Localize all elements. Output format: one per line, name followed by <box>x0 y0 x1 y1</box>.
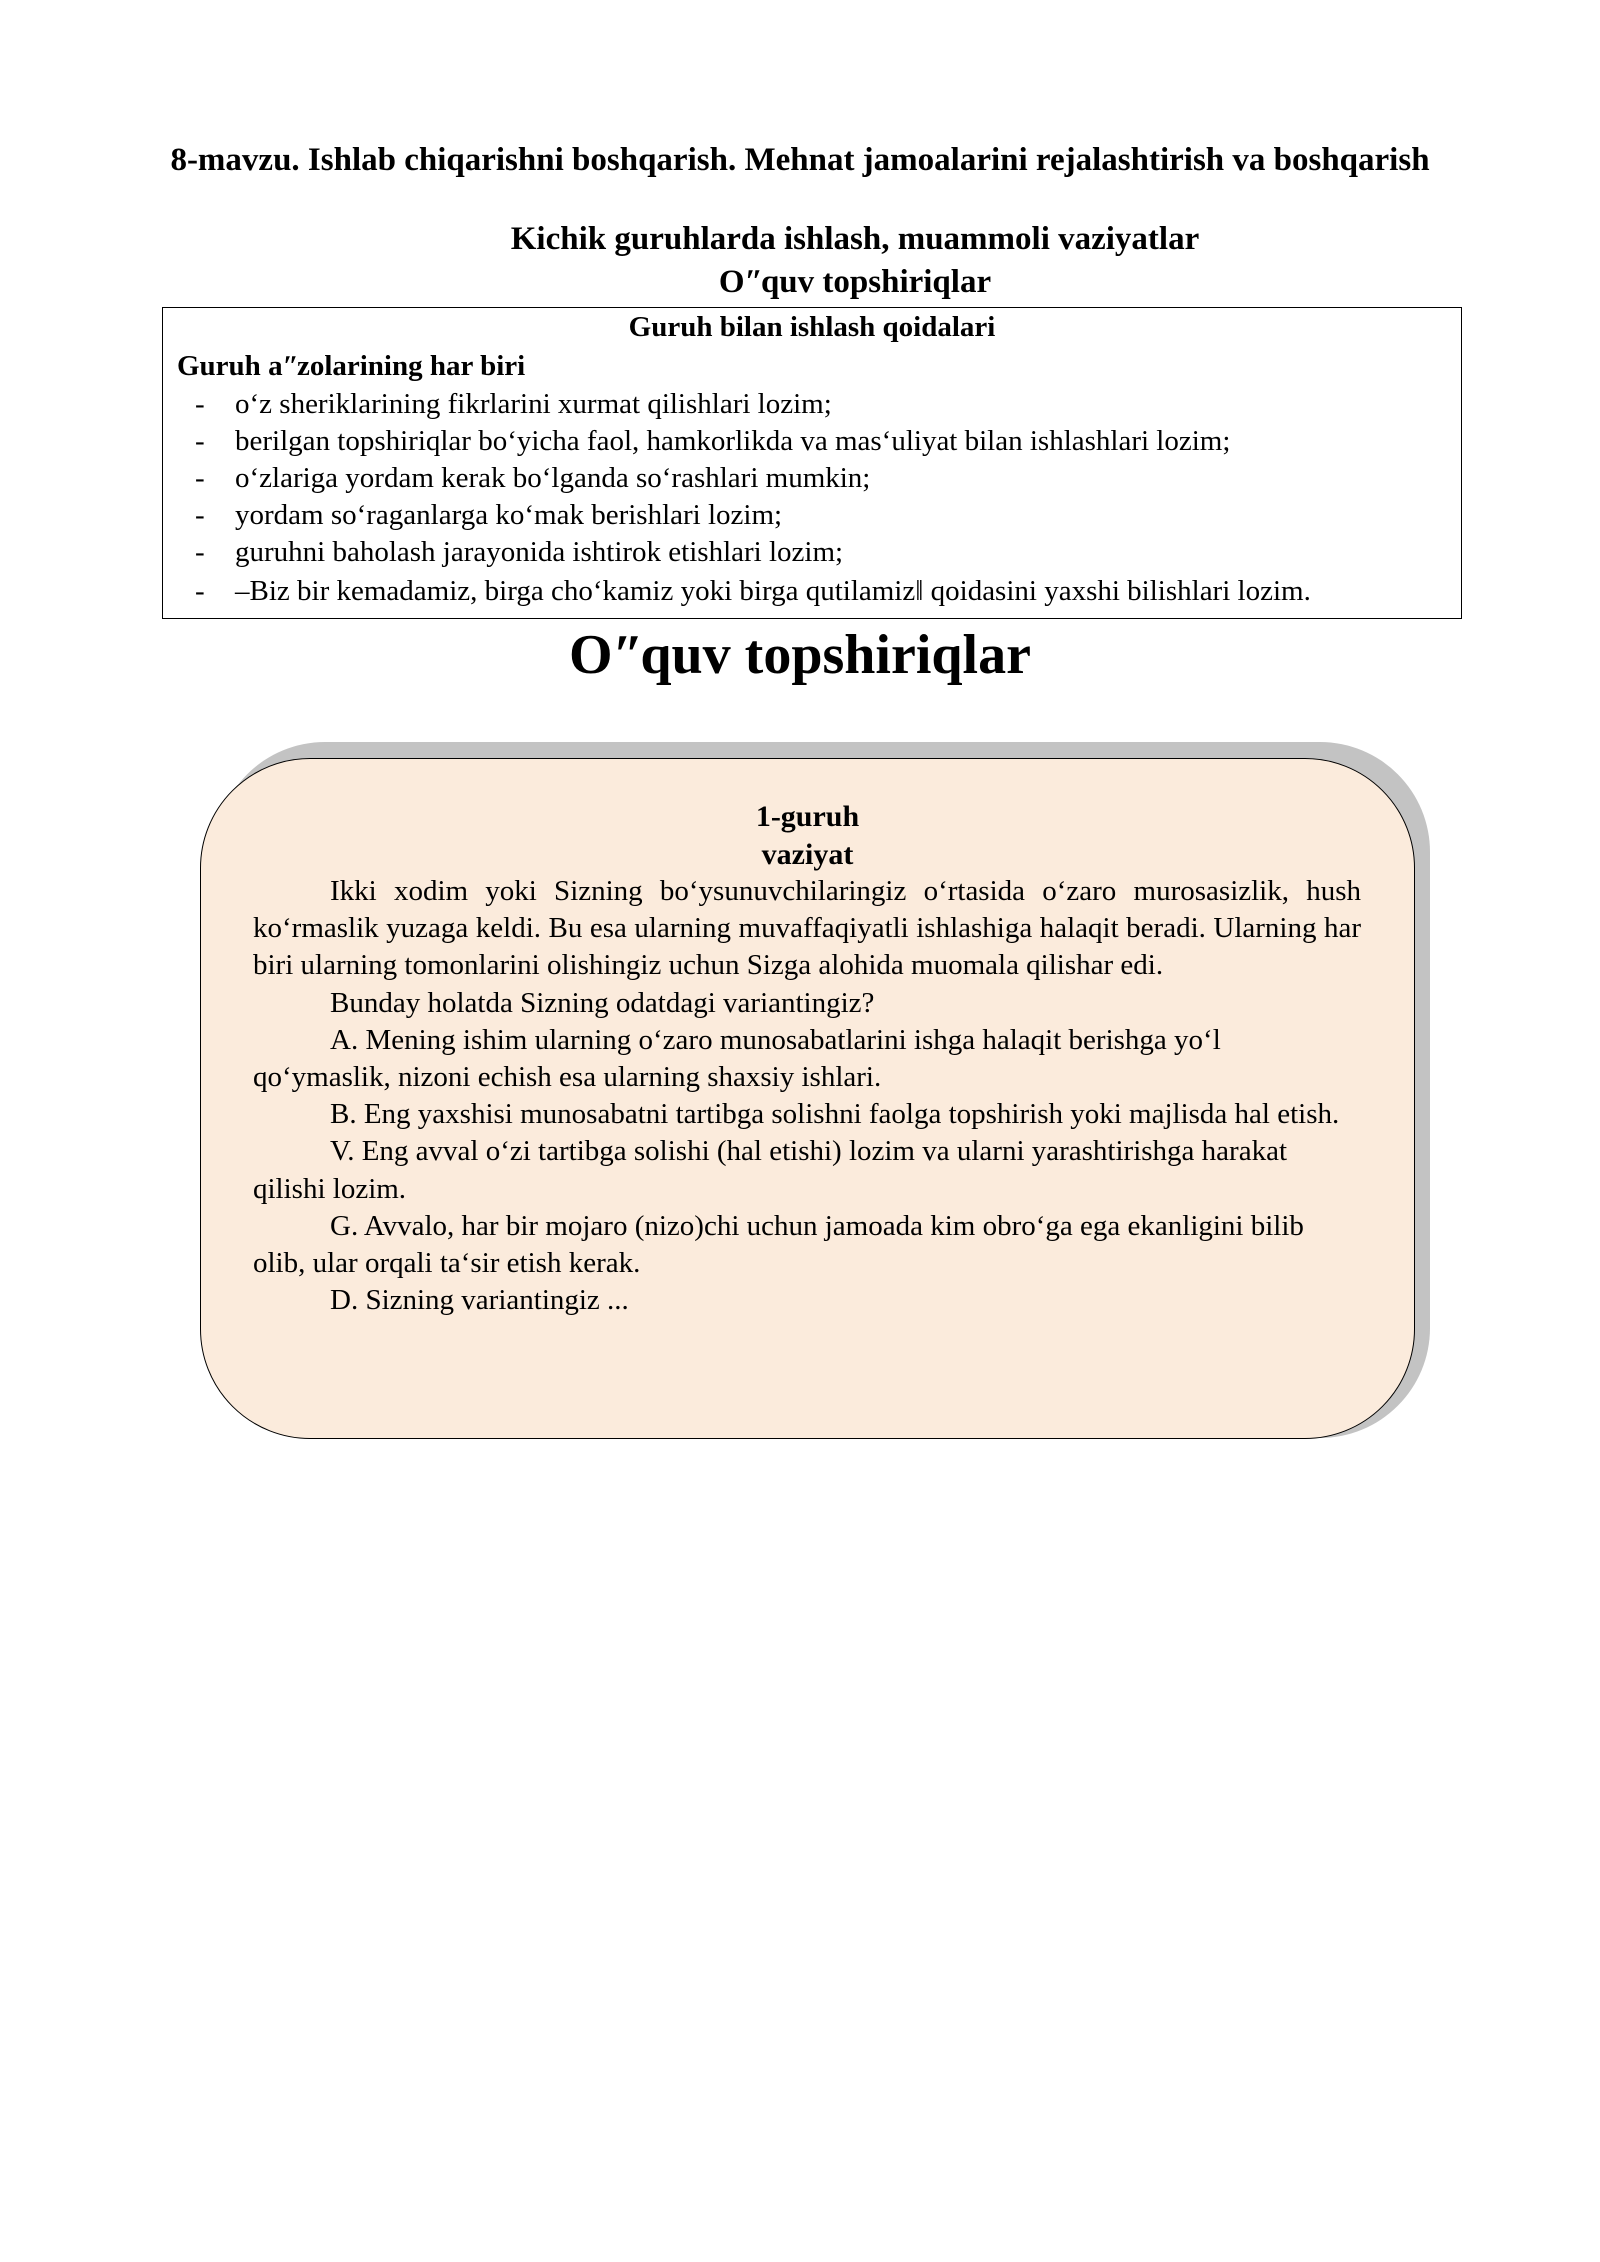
case-body <box>253 873 1361 1319</box>
rule-text: –Biz bir kemadamiz, birga cho‘kamiz yoki birga qutilamiz‖ qoidasini yaxshi bilishlari lozim. <box>235 575 1311 607</box>
bullet-dash: - <box>195 388 205 420</box>
bullet-dash: - <box>195 575 205 607</box>
list-item <box>163 534 1311 571</box>
case-paragraph: Ikki xodim yoki Sizning bo‘ysunuvchilaringiz o‘rtasida o‘zaro murosasizlik, hush ko‘rmaslik yuzaga keldi. Bu esa ularning muvaffaqiyatli ishlashiga halaqit beradi. Ularning har biri ularning tomonlarini olishingiz uchun Sizga alohida muomala qilishar edi. <box>253 875 1361 982</box>
case-situation-label: vaziyat <box>761 838 854 871</box>
subtitle-learning-tasks: Oʺquv topshiriqlar <box>718 264 992 300</box>
case-card <box>200 758 1415 1439</box>
list-item <box>163 423 1311 460</box>
page-title: 8-mavzu. Ishlab chiqarishni boshqarish. Mehnat jamoalarini rejalashtirish va boshqarish <box>170 142 1430 178</box>
group-rules-box <box>162 307 1462 619</box>
case-group-label: 1-guruh <box>755 800 860 833</box>
bullet-dash: - <box>195 536 205 568</box>
rule-text: berilgan topshiriqlar bo‘yicha faol, hamkorlikda va mas‘uliyat bilan ishlashlari lozim; <box>235 425 1231 457</box>
list-item <box>163 460 1311 497</box>
bullet-dash: - <box>195 499 205 531</box>
rule-text: o‘zlariga yordam kerak bo‘lganda so‘rashlari mumkin; <box>235 462 871 494</box>
subtitle-small-groups: Kichik guruhlarda ishlash, muammoli vaziyatlar <box>510 221 1200 257</box>
case-option-v: V. Eng avval o‘zi tartibga solishi (hal etishi) lozim va ularni yarashtirishga harakat qilishi lozim. <box>253 1135 1287 1205</box>
group-rules-heading: Guruh bilan ishlash qoidalari <box>628 311 996 343</box>
bullet-dash: - <box>195 425 205 457</box>
list-item <box>163 497 1311 534</box>
rule-text: yordam so‘raganlarga ko‘mak berishlari lozim; <box>235 499 783 531</box>
case-question: Bunday holatda Sizning odatdagi variantingiz? <box>330 986 875 1019</box>
rule-text: o‘z sheriklarining fikrlarini xurmat qilishlari lozim; <box>235 388 832 420</box>
group-rules-intro: Guruh aʺzolarining har biri <box>177 350 526 382</box>
list-item <box>163 571 1311 611</box>
rule-text: guruhni baholash jarayonida ishtirok etishlari lozim; <box>235 536 844 568</box>
case-option-d: D. Sizning variantingiz ... <box>330 1284 629 1317</box>
case-option-g: G. Avvalo, har bir mojaro (nizo)chi uchun jamoada kim obro‘ga ega ekanligini bilib olib, ular orqali ta‘sir etish kerak. <box>253 1209 1304 1280</box>
list-item <box>163 386 1311 423</box>
case-option-a: A. Mening ishim ularning o‘zaro munosabatlarini ishga halaqit berishga yo‘l qo‘ymaslik, nizoni echish esa ularning shaxsiy ishlari. <box>253 1023 1221 1094</box>
group-rules-list <box>163 386 1311 611</box>
section-title: Oʺquv topshiriqlar <box>569 624 1031 686</box>
case-option-b: B. Eng yaxshisi munosabatni tartibga solishni faolga topshirish yoki majlisda hal etish. <box>330 1098 1340 1131</box>
bullet-dash: - <box>195 462 205 494</box>
